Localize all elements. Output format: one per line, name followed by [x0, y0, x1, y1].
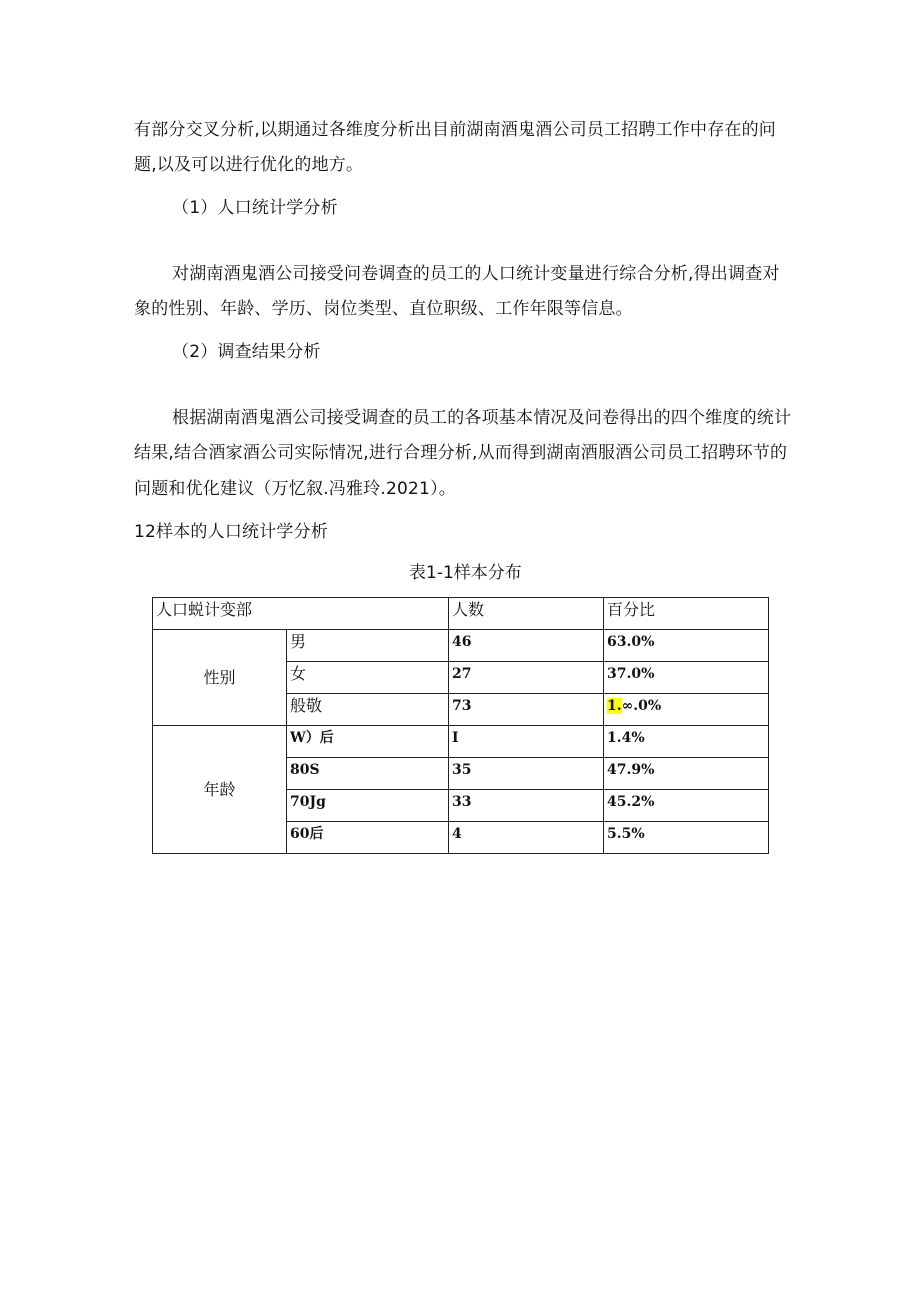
paragraph-3-line-1: 根据湖南酒鬼酒公司接受调查的员工的各项基本情况及问卷得出的四个维度的统计	[172, 408, 792, 428]
row-count: 4	[449, 822, 604, 854]
header-variable: 人口蜕计变部	[153, 598, 449, 630]
row-item: 男	[287, 630, 449, 662]
paragraph-3-line-2: 结果,结合酒家酒公司实际情况,进行合理分析,从而得到湖南酒服酒公司员工招聘环节的	[134, 443, 788, 463]
group-label-gender: 性别	[153, 630, 287, 726]
paragraph-2-line-1: 对湖南酒鬼酒公司接受问卷调查的员工的人口统计变量进行综合分析,得出调查对	[172, 264, 780, 284]
row-percent: 47.9%	[604, 758, 769, 790]
table-header-row	[153, 598, 769, 630]
row-item: 70Jg	[287, 790, 449, 822]
row-percent: 37.0%	[604, 662, 769, 694]
paragraph-1-line-1: 有部分交叉分析,以期通过各维度分析出目前湖南酒鬼酒公司员工招聘工作中存在的问	[134, 120, 777, 140]
row-item: 80S	[287, 758, 449, 790]
row-percent: 45.2%	[604, 790, 769, 822]
highlight-mark: 1.	[607, 698, 622, 714]
row-percent: 1.4%	[604, 726, 769, 758]
header-count: 人数	[449, 598, 604, 630]
section-title: 12样本的人口统计学分析	[134, 522, 329, 542]
row-percent	[604, 694, 769, 726]
header-percent: 百分比	[604, 598, 769, 630]
row-item: 女	[287, 662, 449, 694]
row-item: W）后	[287, 726, 449, 758]
row-count: 46	[449, 630, 604, 662]
row-item: 般敬	[287, 694, 449, 726]
table-row	[153, 630, 769, 662]
subheading-survey-results: （2）调查结果分析	[172, 342, 321, 362]
paragraph-1-line-2: 题,以及可以进行优化的地方。	[134, 155, 364, 175]
paragraph-2-line-2: 象的性别、年龄、学历、岗位类型、直位职级、工作年限等信息。	[134, 299, 633, 319]
row-count: 35	[449, 758, 604, 790]
row-percent: 63.0%	[604, 630, 769, 662]
sample-distribution-table	[152, 597, 769, 854]
row-count: I	[449, 726, 604, 758]
row-item: 60后	[287, 822, 449, 854]
paragraph-3-line-3: 问题和优化建议（万忆叙.冯雅玲.2021）。	[134, 479, 456, 499]
row-count: 73	[449, 694, 604, 726]
row-count: 27	[449, 662, 604, 694]
row-count: 33	[449, 790, 604, 822]
group-label-age: 年龄	[153, 726, 287, 854]
table-caption: 表1-1样本分布	[409, 563, 522, 583]
row-percent: 5.5%	[604, 822, 769, 854]
subheading-demographics: （1）人口统计学分析	[172, 198, 338, 218]
table-row	[153, 726, 769, 758]
row-percent-rest: ∞.0%	[621, 698, 662, 714]
